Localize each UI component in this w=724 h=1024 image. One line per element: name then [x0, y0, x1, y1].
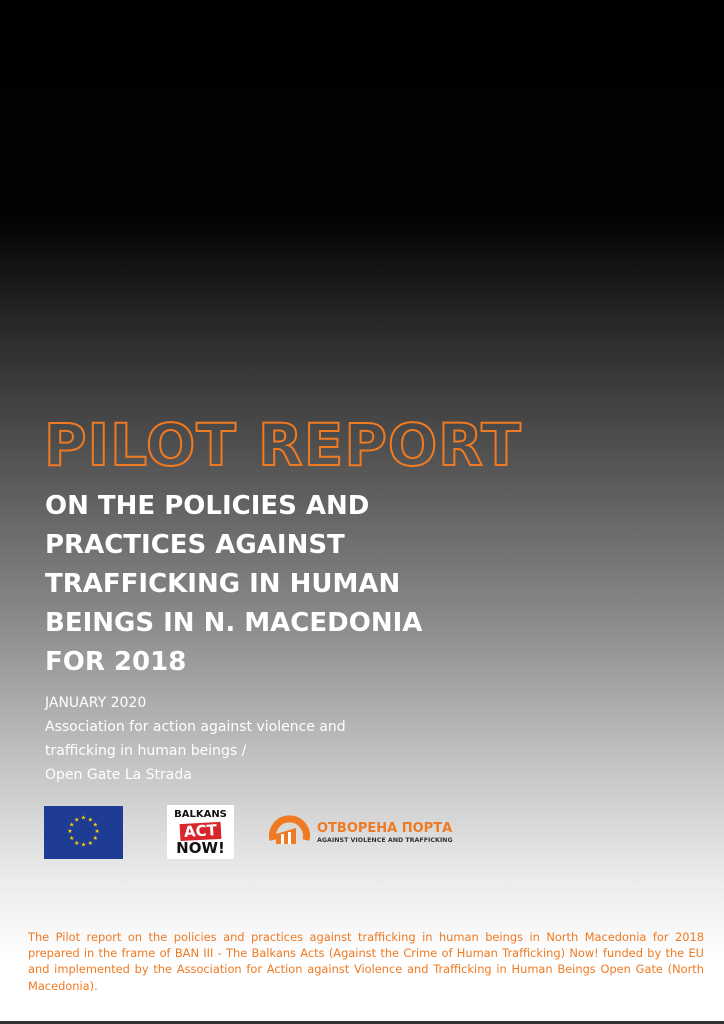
subtitle-line: BEINGS IN N. MACEDONIA: [45, 608, 423, 638]
open-gate-icon: [267, 810, 311, 854]
svg-text:★: ★: [87, 839, 93, 847]
cover-meta: [45, 691, 346, 787]
svg-text:★: ★: [94, 828, 100, 836]
eu-flag-stars: [44, 806, 123, 859]
eu-flag-icon: [44, 806, 123, 859]
svg-text:★: ★: [74, 816, 80, 824]
svg-text:★: ★: [87, 816, 93, 824]
report-date: JANUARY 2020: [45, 695, 147, 711]
author-line: trafficking in human beings /: [45, 743, 247, 759]
svg-text:★: ★: [69, 821, 75, 829]
subtitle-line: TRAFFICKING IN HUMAN: [45, 569, 401, 599]
svg-text:★: ★: [80, 841, 87, 849]
subtitle-line: ON THE POLICIES AND: [45, 491, 370, 521]
balkans-act-now-logo: [167, 805, 234, 859]
svg-text:★: ★: [74, 839, 80, 847]
svg-text:★: ★: [80, 814, 87, 822]
ban-logo-line3: NOW!: [176, 839, 225, 857]
ban-logo-line2: ACT: [180, 822, 222, 841]
svg-text:★: ★: [92, 821, 98, 829]
subtitle-line: FOR 2018: [45, 647, 187, 677]
cover-title: PILOT REPORT: [44, 411, 522, 479]
open-gate-tagline: AGAINST VIOLENCE AND TRAFFICKING: [317, 837, 453, 844]
open-gate-logo: [267, 810, 467, 854]
footer-note: The Pilot report on the policies and practices against trafficking in human beings in North Macedonia for 2018 prepared in the frame of BAN III - The Balkans Acts (Against the Crime of Human Trafficking) Now! funded by the EU and implemented by the Association for Action against Violence and Trafficking in Human Beings Open Gate (North Macedonia).: [28, 930, 704, 993]
svg-text:★: ★: [92, 834, 98, 842]
svg-text:★: ★: [69, 834, 75, 842]
subtitle-line: PRACTICES AGAINST: [45, 530, 345, 560]
author-line: Open Gate La Strada: [45, 767, 192, 783]
author-line: Association for action against violence and: [45, 719, 346, 735]
cover-subtitle: [45, 487, 525, 682]
ban-logo-line1: BALKANS: [174, 809, 227, 820]
open-gate-name: ОТВОРЕНА ПОРТА: [317, 821, 453, 836]
svg-text:★: ★: [67, 828, 73, 836]
